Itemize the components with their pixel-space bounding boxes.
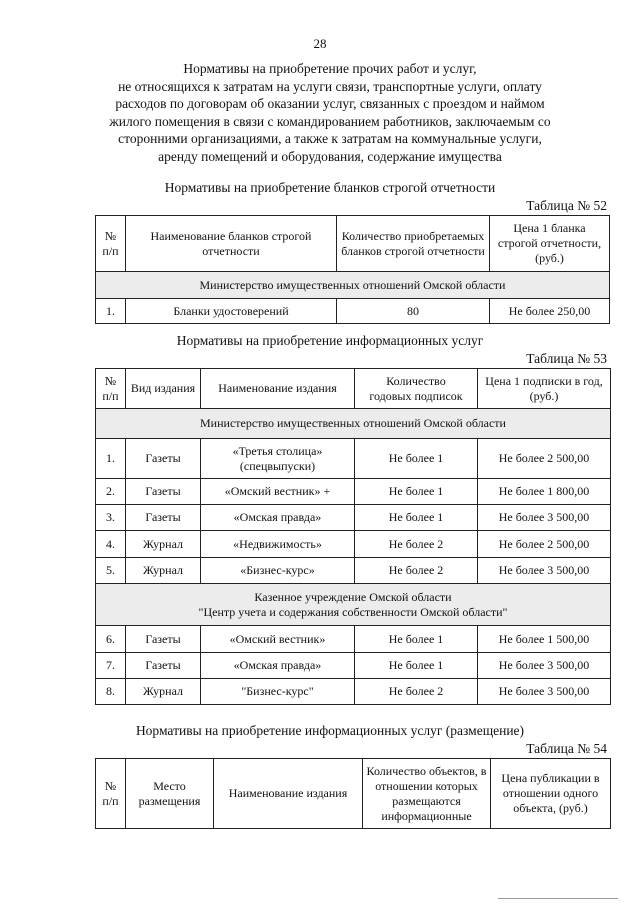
cell-num: 3.	[96, 505, 126, 531]
cell-name: "Бизнес-курс"	[201, 679, 355, 705]
main-heading-line: сторонними организациями, а также к затратам на коммунальные услуги,	[118, 131, 542, 146]
header-type: Вид издания	[126, 369, 201, 409]
main-heading-line: жилого помещения в связи с командированием работников, заключаемым со	[109, 113, 551, 129]
cell-price: Не более 1 500,00	[478, 626, 611, 653]
header-name: Наименование издания	[214, 759, 363, 829]
group-label: Министерство имущественных отношений Омской области	[96, 272, 610, 299]
cell-num: 1.	[96, 439, 126, 479]
table52	[95, 215, 610, 324]
header-qty: Количество приобретаемых бланков строгой отчетности	[337, 216, 490, 272]
cell-price: Не более 2 500,00	[478, 439, 611, 479]
header-price: Цена публикации в отношении одного объекта, (руб.)	[491, 759, 611, 829]
cell-price: Не более 3 500,00	[478, 505, 611, 531]
cell-price: Не более 1 800,00	[478, 479, 611, 505]
cell-price: Не более 3 500,00	[478, 558, 611, 584]
footer-divider	[498, 898, 618, 899]
header-price: Цена 1 бланка строгой отчетности, (руб.)	[490, 216, 610, 272]
table-header-row	[96, 216, 610, 272]
cell-num: 1.	[96, 299, 126, 324]
table52-title: Нормативы на приобретение бланков строгой отчетности	[164, 180, 496, 195]
cell-name: «Омская правда»	[201, 653, 355, 679]
cell-qty: 80	[337, 299, 490, 324]
header-qty: Количество годовых подписок	[355, 369, 478, 409]
cell-price: Не более 3 500,00	[478, 679, 611, 705]
group-label: Казенное учреждение Омской области "Центр учета и содержания собственности Омской области"	[96, 584, 611, 626]
cell-name: Бланки удостоверений	[126, 299, 337, 324]
table-header-row	[96, 759, 611, 829]
cell-qty: Не более 1	[355, 626, 478, 653]
cell-name: «Омский вестник»	[201, 626, 355, 653]
cell-qty: Не более 2	[355, 558, 478, 584]
cell-name: «Недвижимость»	[201, 531, 355, 558]
table-header-row	[96, 369, 611, 409]
cell-price: Не более 250,00	[490, 299, 610, 324]
group-label: Министерство имущественных отношений Омской области	[96, 409, 611, 439]
cell-num: 7.	[96, 653, 126, 679]
table54-title: Нормативы на приобретение информационных услуг (размещение)	[135, 723, 525, 738]
cell-qty: Не более 2	[355, 531, 478, 558]
table-row	[96, 558, 611, 584]
cell-name: «Омский вестник» +	[201, 479, 355, 505]
cell-num: 4.	[96, 531, 126, 558]
table54-label: Таблица № 54	[526, 741, 607, 756]
table52-label: Таблица № 52	[526, 198, 607, 213]
cell-type: Журнал	[126, 558, 201, 584]
cell-qty: Не более 2	[355, 679, 478, 705]
cell-qty: Не более 1	[355, 505, 478, 531]
cell-type: Журнал	[126, 531, 201, 558]
table-row	[96, 299, 610, 324]
header-num: № п/п	[96, 759, 126, 829]
cell-price: Не более 3 500,00	[478, 653, 611, 679]
cell-type: Журнал	[126, 679, 201, 705]
cell-num: 8.	[96, 679, 126, 705]
header-num: № п/п	[96, 369, 126, 409]
cell-type: Газеты	[126, 505, 201, 531]
table53	[95, 368, 611, 705]
cell-name: «Омская правда»	[201, 505, 355, 531]
table-row	[96, 531, 611, 558]
header-name: Наименование бланков строгой отчетности	[126, 216, 337, 272]
main-heading-line: Нормативы на приобретение прочих работ и услуг,	[183, 61, 477, 76]
header-price: Цена 1 подписки в год, (руб.)	[478, 369, 611, 409]
table-row	[96, 479, 611, 505]
main-heading-line: аренду помещений и оборудования, содержание имущества	[158, 148, 502, 164]
cell-qty: Не более 1	[355, 653, 478, 679]
cell-num: 6.	[96, 626, 126, 653]
cell-type: Газеты	[126, 653, 201, 679]
page-number: 28	[313, 36, 327, 51]
table53-label: Таблица № 53	[526, 351, 607, 366]
table-row	[96, 679, 611, 705]
group-row	[96, 584, 611, 626]
table53-title: Нормативы на приобретение информационных услуг	[176, 333, 484, 348]
main-heading-line: расходов по договорам об оказании услуг, связанных с проездом и наймом	[115, 96, 545, 111]
main-heading-line: не относящихся к затратам на услуги связи, транспортные услуги, оплату	[118, 78, 542, 94]
main-heading	[80, 60, 580, 165]
table-row	[96, 653, 611, 679]
cell-name: «Бизнес-курс»	[201, 558, 355, 584]
cell-num: 2.	[96, 479, 126, 505]
group-row	[96, 409, 611, 439]
header-num: № п/п	[96, 216, 126, 272]
cell-type: Газеты	[126, 479, 201, 505]
cell-name: «Третья столица» (спецвыпуски)	[201, 439, 355, 479]
table-row	[96, 505, 611, 531]
cell-num: 5.	[96, 558, 126, 584]
cell-type: Газеты	[126, 439, 201, 479]
cell-qty: Не более 1	[355, 479, 478, 505]
table54	[95, 758, 611, 829]
cell-qty: Не более 1	[355, 439, 478, 479]
group-row	[96, 272, 610, 299]
cell-type: Газеты	[126, 626, 201, 653]
cell-price: Не более 2 500,00	[478, 531, 611, 558]
table-row	[96, 626, 611, 653]
header-qty: Количество объектов, в отношении которых размещаются информационные	[363, 759, 491, 829]
header-name: Наименование издания	[201, 369, 355, 409]
header-place: Место размещения	[126, 759, 214, 829]
table-row	[96, 439, 611, 479]
